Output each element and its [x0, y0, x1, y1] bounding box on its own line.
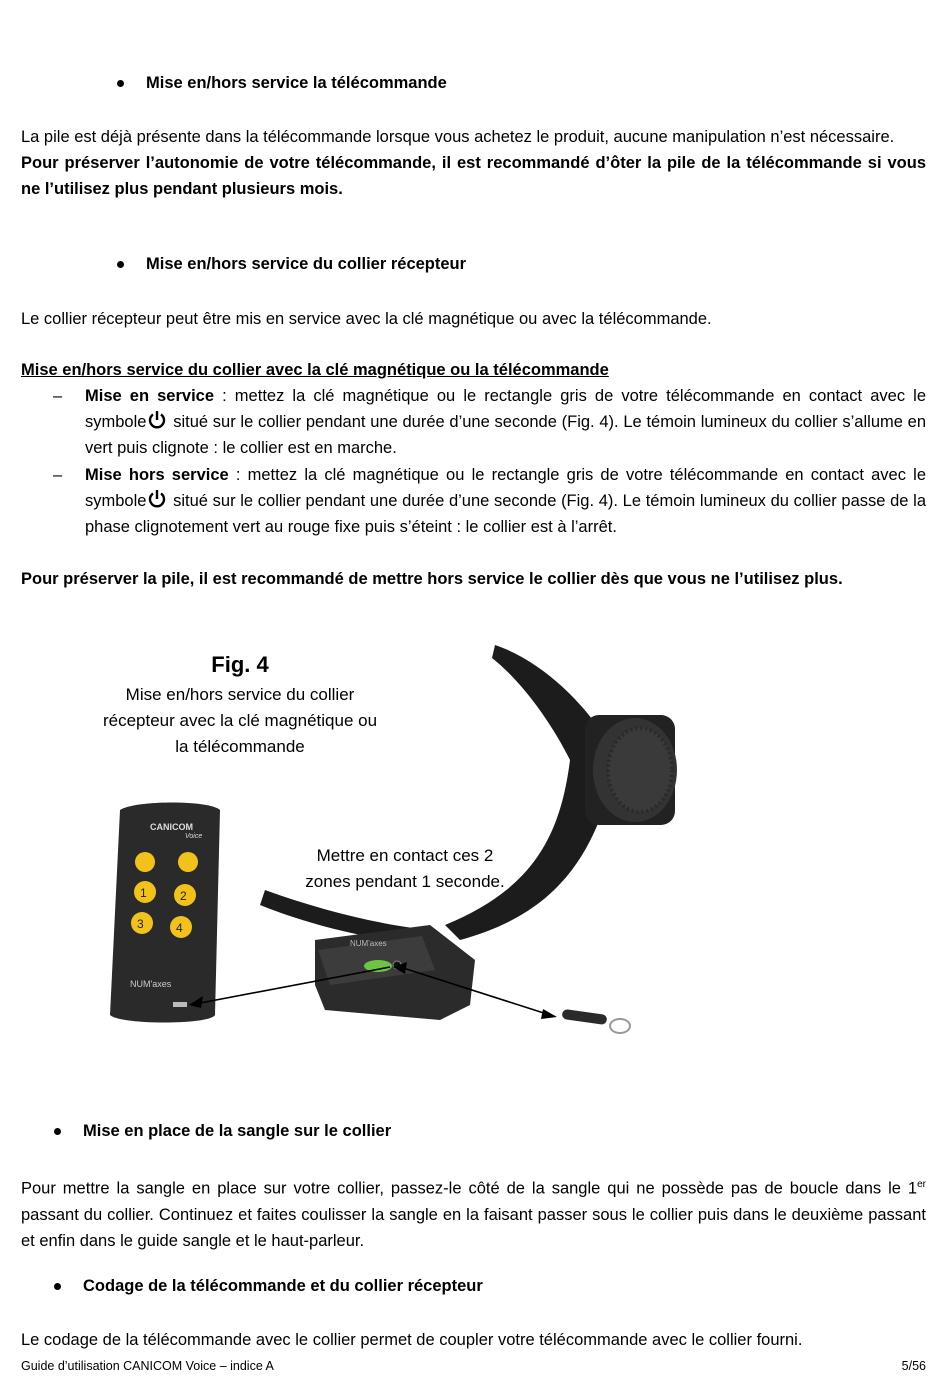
bullet-icon — [117, 261, 124, 268]
footer-left: Guide d’utilisation CANICOM Voice – indice A — [21, 1359, 274, 1373]
collar-maker-text: NUM'axes — [350, 939, 387, 948]
collar-subheading — [21, 357, 926, 383]
heading-text: Mise en place de la sangle sur le collier — [83, 1122, 392, 1140]
caption-line: Mise en/hors service du collier — [125, 685, 355, 704]
note-line: Mettre en contact ces 2 — [316, 846, 494, 865]
arrowhead-icon — [541, 1009, 557, 1019]
strap-text-a: Pour mettre la sangle en place sur votre collier, passez-le côté de la sangle qui ne possède pas de boucle dans le 1 — [21, 1179, 918, 1198]
power-symbol-icon — [148, 489, 166, 509]
strap-text-b: passant du collier. Continuez et faites coulisser la sangle en la faisant passer sous le collier puis dans le deuxième passant et enfin dans le guide sangle et le haut-parleur. — [21, 1205, 926, 1250]
collar-text: Le collier récepteur peut être mis en service avec la clé magnétique ou avec la télécommande. — [21, 310, 712, 328]
item-text-b: situé sur le collier pendant une durée d’une seconde (Fig. 4). Le témoin lumineux du collier s’allume en vert puis clignote : le collier est en marche. — [85, 413, 926, 457]
collar-and-remote-illustration — [100, 640, 800, 1060]
button-label-1: 1 — [140, 886, 147, 900]
item-text-b: situé sur le collier pendant une durée d’une seconde (Fig. 4). Le témoin lumineux du collier passe de la phase clignotement vert au rouge fixe puis s’éteint : le collier est à l’arrêt. — [85, 492, 926, 536]
magnetic-key-icon — [562, 1009, 608, 1025]
remote-button-vibrate-icon — [178, 852, 198, 872]
button-label-2: 2 — [180, 889, 187, 903]
heading-text: Codage de la télécommande et du collier récepteur — [83, 1277, 483, 1295]
led-indicator-icon — [364, 960, 392, 972]
subheading-text: Mise en/hors service du collier avec la clé magnétique ou la télécommande — [21, 361, 609, 379]
dash-marker: – — [53, 466, 63, 484]
list-item-power-off — [21, 462, 926, 540]
superscript: er — [917, 1179, 926, 1190]
item-text-a: : mettez la clé magnétique ou le rectangle gris de votre télécommande en contact avec le symbole — [85, 387, 927, 431]
heading-strap — [54, 1122, 391, 1141]
figure-4 — [100, 640, 800, 1060]
speaker-mesh — [608, 728, 672, 812]
remote-maker-text: NUM'axes — [130, 979, 172, 989]
collar-paragraph — [21, 306, 926, 332]
remote-button-sound-icon — [135, 852, 155, 872]
dash-marker: – — [53, 387, 63, 405]
page-number: 5/56 — [901, 1359, 926, 1373]
remote-recommendation: Pour préserver l’autonomie de votre télécommande, il est recommandé d’ôter la pile de la télécommande si vous ne l’utilisez plus pendant plusieurs mois. — [21, 154, 926, 198]
remote-brand-text: CANICOM — [150, 822, 193, 832]
button-label-3: 3 — [137, 917, 144, 931]
remote-text: La pile est déjà présente dans la télécommande lorsque vous achetez le produit, aucune manipulation n’est nécessaire. — [21, 128, 895, 146]
remote-body — [110, 803, 220, 1023]
item-title: Mise en service — [85, 387, 215, 405]
remote-contact-zone — [173, 1002, 187, 1007]
caption-line: récepteur avec la clé magnétique ou — [102, 711, 378, 730]
heading-coding — [54, 1277, 483, 1296]
item-text-a: : mettez la clé magnétique ou le rectangle gris de votre télécommande en contact avec le symbole — [85, 466, 926, 510]
item-title: Mise hors service — [85, 466, 229, 484]
heading-text: Mise en/hors service la télécommande — [146, 74, 447, 92]
bullet-icon — [117, 80, 124, 87]
power-symbol-icon — [148, 410, 166, 430]
note-line: zones pendant 1 seconde. — [305, 872, 505, 891]
caption-line: la télécommande — [175, 737, 305, 756]
heading-collar — [117, 255, 466, 274]
coding-paragraph — [21, 1327, 926, 1353]
list-item-power-on — [21, 383, 926, 461]
battery-note-text: Pour préserver la pile, il est recommandé de mettre hors service le collier dès que vous ne l’utilisez plus. — [21, 570, 843, 588]
figure-title: Fig. 4 — [211, 652, 269, 677]
strap-paragraph — [21, 1172, 926, 1254]
battery-note — [21, 566, 926, 592]
heading-remote — [117, 74, 447, 93]
heading-text: Mise en/hors service du collier récepteur — [146, 255, 467, 273]
button-label-4: 4 — [176, 921, 183, 935]
coding-text: Le codage de la télécommande avec le collier permet de coupler votre télécommande avec le collier fourni. — [21, 1331, 803, 1349]
bullet-icon — [54, 1128, 61, 1135]
remote-model-text: Voice — [185, 833, 203, 840]
remote-paragraph — [21, 124, 926, 202]
bullet-icon — [54, 1283, 61, 1290]
key-ring-icon — [610, 1019, 630, 1033]
